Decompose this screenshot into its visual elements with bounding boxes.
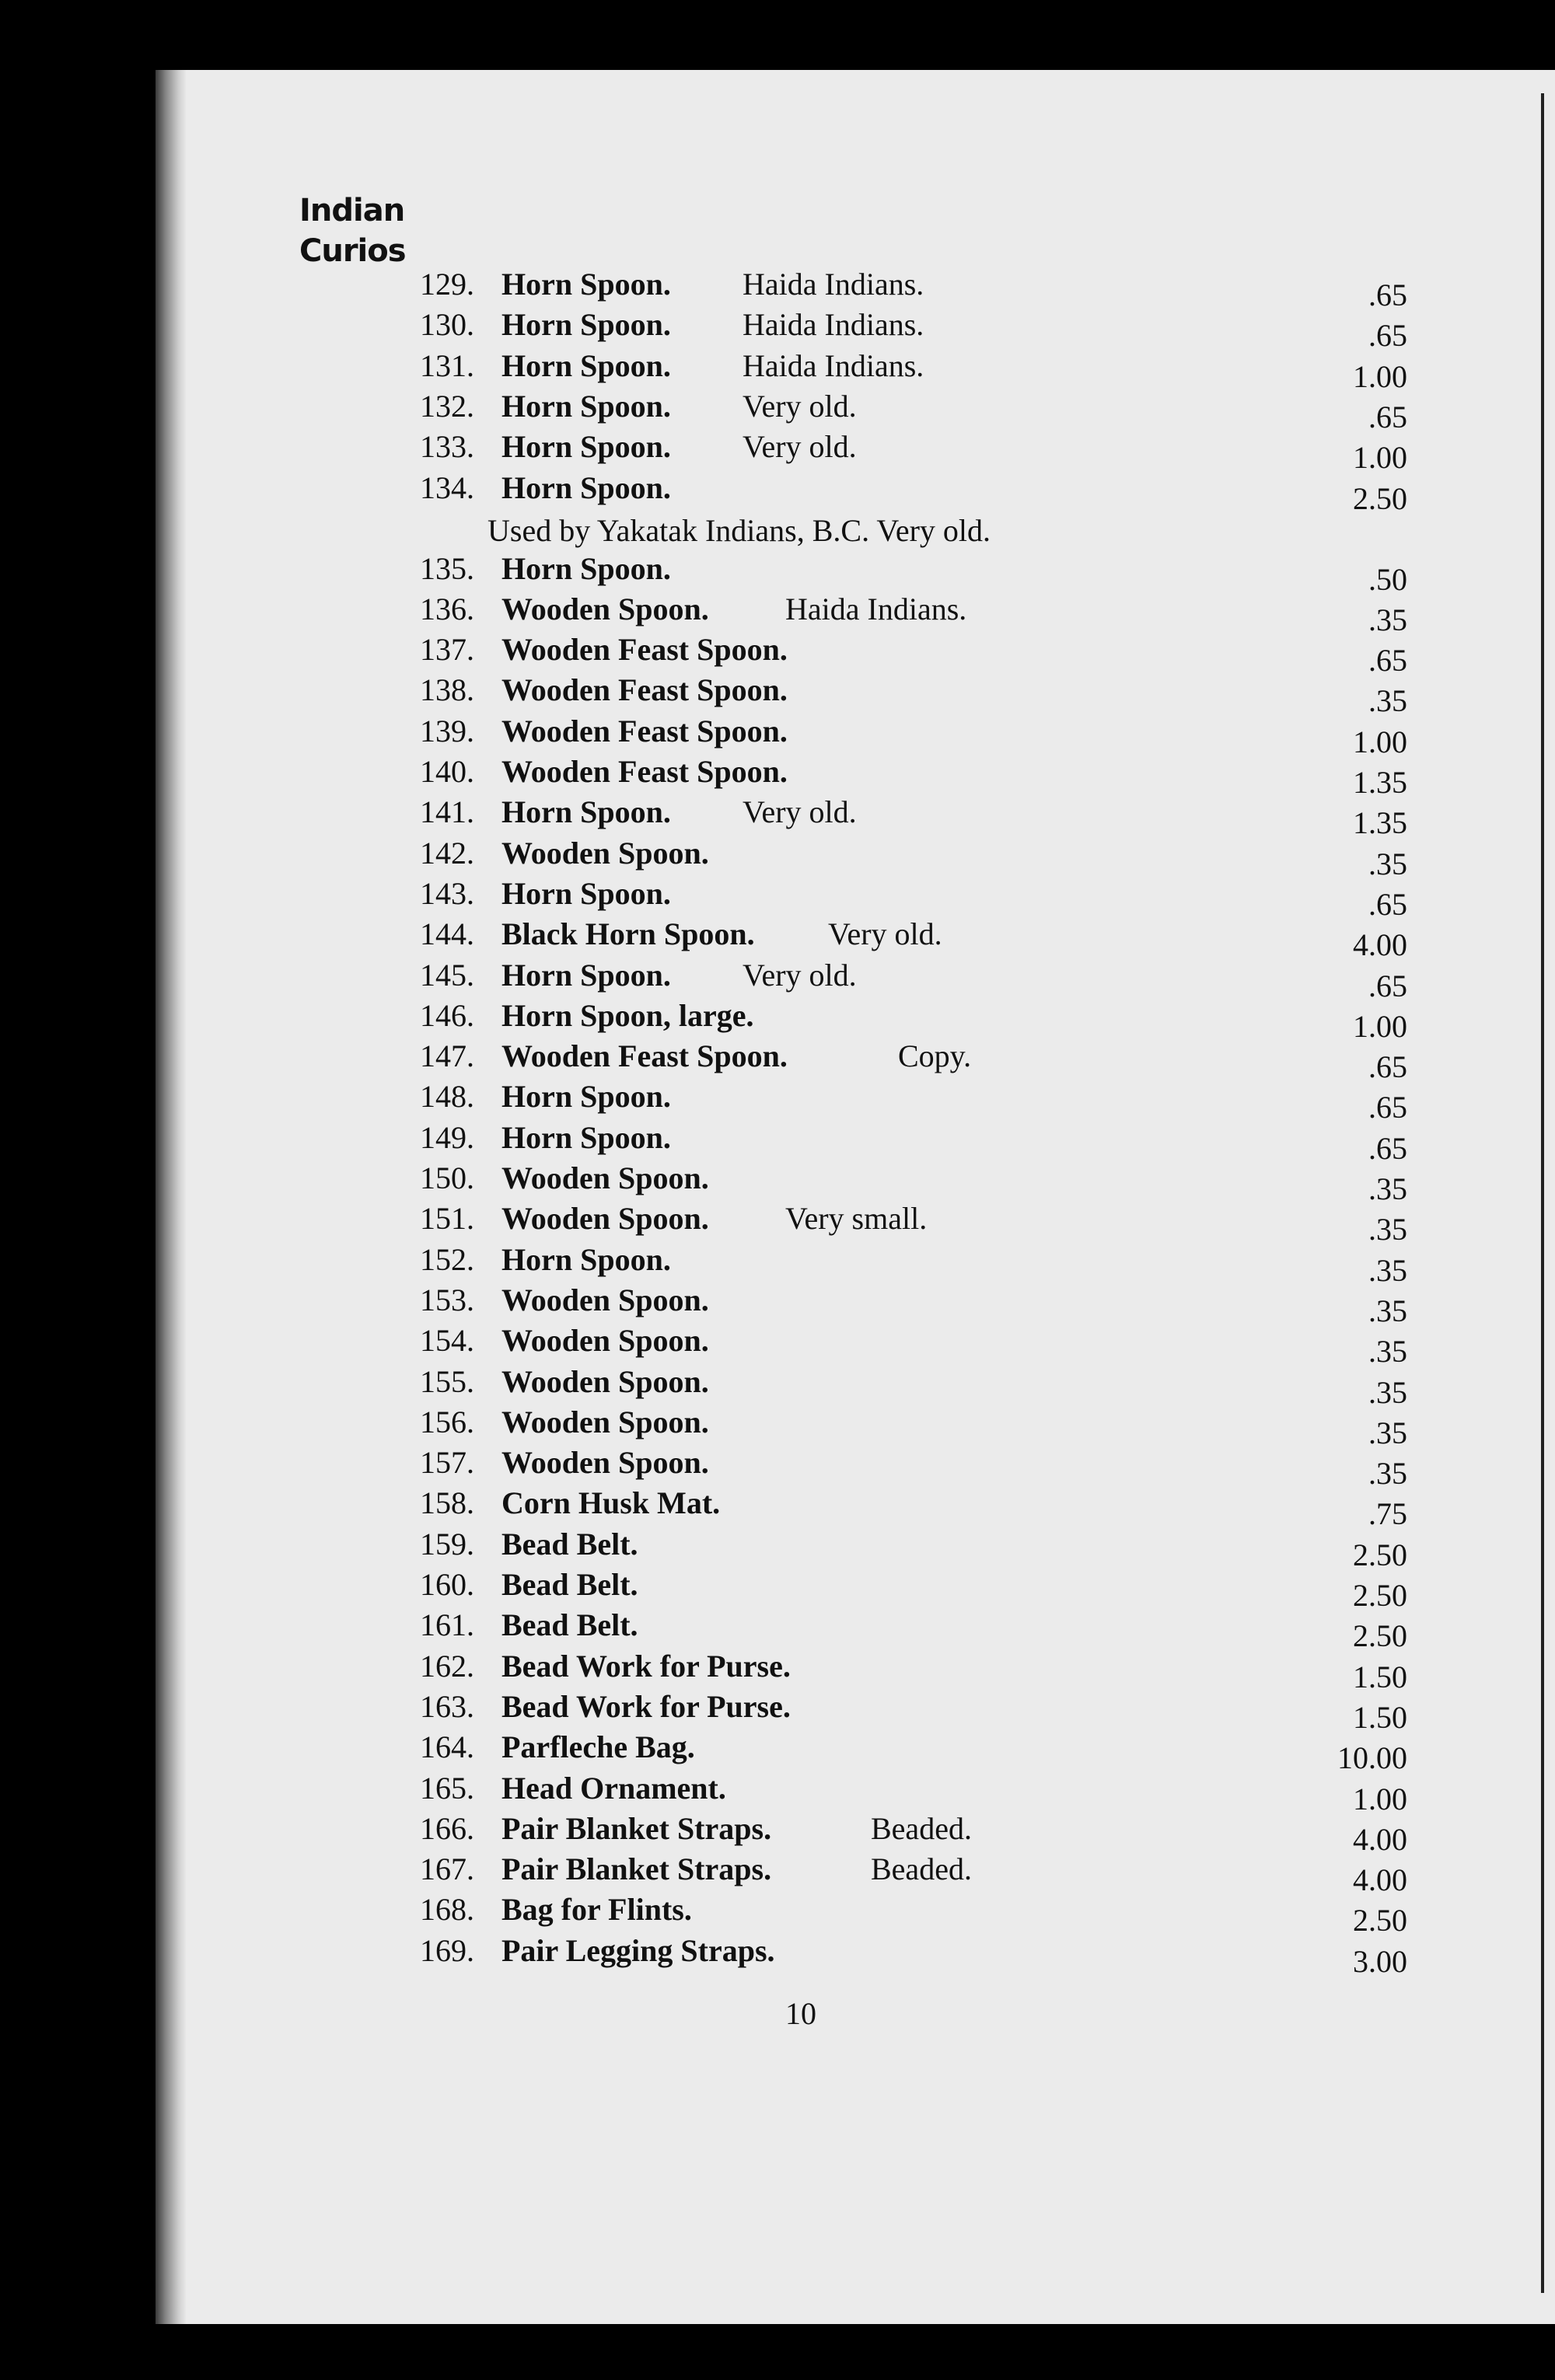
page-number: 10 — [785, 1996, 816, 2031]
entry-number: 159. — [420, 1526, 474, 1562]
entry-note: Copy. — [898, 1038, 972, 1074]
entry-price: .35 — [1368, 1212, 1407, 1248]
entry-item: Horn Spoon. — [501, 1079, 671, 1115]
catalog-entry — [420, 1402, 1407, 1450]
catalog-entry — [420, 264, 1407, 312]
entry-price: .35 — [1368, 602, 1407, 637]
catalog-entry — [420, 1118, 1407, 1166]
entry-number: 151. — [420, 1201, 474, 1237]
entry-item: Horn Spoon, large. — [501, 997, 754, 1033]
entry-item: Wooden Feast Spoon. — [501, 713, 788, 749]
entry-number: 134. — [420, 469, 474, 505]
entry-price: .35 — [1368, 846, 1407, 881]
entry-price: .75 — [1368, 1496, 1407, 1532]
entry-note: Very small. — [785, 1201, 928, 1237]
catalog-entry — [420, 1646, 1407, 1694]
entry-number: 164. — [420, 1729, 474, 1765]
entry-price: .65 — [1368, 1049, 1407, 1085]
catalog-entry — [420, 914, 1407, 963]
entry-item: Horn Spoon. — [501, 307, 671, 343]
catalog-entry — [420, 1483, 1407, 1532]
entry-item: Pair Legging Straps. — [501, 1932, 775, 1968]
catalog-entry — [420, 1890, 1407, 1939]
entry-price: .65 — [1368, 399, 1407, 434]
section-label-line-2: Curios — [299, 233, 406, 269]
catalog-entry — [420, 305, 1407, 354]
entry-item: Horn Spoon. — [501, 388, 671, 424]
entry-price: .65 — [1368, 318, 1407, 354]
entry-price: 3.00 — [1353, 1943, 1407, 1979]
entry-item: Bead Belt. — [501, 1607, 638, 1643]
entry-item: Wooden Spoon. — [501, 1445, 709, 1481]
catalog-entry — [420, 386, 1407, 434]
entry-number: 131. — [420, 347, 474, 383]
entry-number: 161. — [420, 1607, 474, 1643]
entry-number: 158. — [420, 1485, 474, 1521]
entry-price: 4.00 — [1353, 1862, 1407, 1898]
entry-number: 166. — [420, 1810, 474, 1846]
entry-price: .35 — [1368, 1171, 1407, 1206]
entry-price: 4.00 — [1353, 927, 1407, 963]
entry-item: Horn Spoon. — [501, 429, 671, 465]
book-spine-shadow — [156, 70, 187, 2324]
entry-number: 129. — [420, 267, 474, 302]
entry-item: Bead Belt. — [501, 1567, 638, 1602]
entry-item: Pair Blanket Straps. — [501, 1810, 772, 1846]
catalog-entry — [420, 955, 1407, 1003]
entry-note: Haida Indians. — [743, 267, 924, 302]
catalog-entry — [420, 1809, 1407, 1857]
entry-price: 1.00 — [1353, 1008, 1407, 1044]
catalog-entry — [420, 1280, 1407, 1328]
entry-item: Wooden Spoon. — [501, 1323, 709, 1359]
entry-item: Wooden Spoon. — [501, 1282, 709, 1317]
entry-item: Parfleche Bag. — [501, 1729, 695, 1765]
entry-number: 138. — [420, 672, 474, 708]
entry-note: Haida Indians. — [743, 307, 924, 343]
entry-price: 2.50 — [1353, 1903, 1407, 1939]
entry-price: .65 — [1368, 968, 1407, 1003]
entry-number: 135. — [420, 550, 474, 586]
entry-item: Wooden Spoon. — [501, 1201, 709, 1237]
entry-note: Very old. — [743, 957, 857, 993]
entry-number: 141. — [420, 794, 474, 830]
entry-item: Wooden Spoon. — [501, 1404, 709, 1440]
section-label-line-1: Indian — [299, 193, 405, 229]
catalog-entry — [420, 1768, 1407, 1816]
entry-note: Beaded. — [871, 1851, 972, 1887]
catalog-entry — [420, 1565, 1407, 1613]
entry-number: 140. — [420, 754, 474, 789]
entry-price: .65 — [1368, 277, 1407, 312]
catalog-entry — [420, 1931, 1407, 1979]
entry-item: Horn Spoon. — [501, 1119, 671, 1155]
entry-note: Very old. — [743, 388, 857, 424]
entry-note: Very old. — [743, 794, 857, 830]
catalog-entry — [420, 833, 1407, 881]
entry-price: 2.50 — [1353, 480, 1407, 516]
entry-price: 4.00 — [1353, 1821, 1407, 1857]
catalog-entry — [420, 1687, 1407, 1735]
entry-item: Wooden Feast Spoon. — [501, 1038, 788, 1074]
entry-number: 149. — [420, 1119, 474, 1155]
entry-item: Bag for Flints. — [501, 1892, 692, 1928]
entry-note: Beaded. — [871, 1810, 972, 1846]
entry-item: Corn Husk Mat. — [501, 1485, 721, 1521]
catalog-entry — [420, 346, 1407, 394]
entry-number: 165. — [420, 1770, 474, 1806]
entry-price: .35 — [1368, 683, 1407, 719]
entry-item: Pair Blanket Straps. — [501, 1851, 772, 1887]
catalog-entry — [420, 1443, 1407, 1492]
entry-number: 154. — [420, 1323, 474, 1359]
entry-price: .65 — [1368, 1130, 1407, 1166]
entry-134-subnote: Used by Yakatak Indians, B.C. Very old. — [487, 513, 991, 548]
section-label — [299, 190, 406, 271]
entry-price: .35 — [1368, 1374, 1407, 1410]
catalog-entry — [420, 996, 1407, 1044]
entry-number: 136. — [420, 591, 474, 626]
entry-number: 143. — [420, 875, 474, 911]
entry-number: 130. — [420, 307, 474, 343]
entry-number: 144. — [420, 916, 474, 952]
entry-number: 167. — [420, 1851, 474, 1887]
entry-item: Wooden Feast Spoon. — [501, 632, 788, 668]
catalog-entry — [420, 1199, 1407, 1248]
entry-item: Wooden Feast Spoon. — [501, 672, 788, 708]
catalog-entry — [420, 468, 1407, 516]
entry-price: 1.00 — [1353, 1781, 1407, 1816]
entry-number: 137. — [420, 632, 474, 668]
entry-number: 153. — [420, 1282, 474, 1317]
catalog-entry — [420, 549, 1407, 597]
entry-number: 160. — [420, 1567, 474, 1602]
entry-number: 157. — [420, 1445, 474, 1481]
entry-price: .35 — [1368, 1415, 1407, 1450]
entry-item: Head Ornament. — [501, 1770, 726, 1806]
entry-number: 155. — [420, 1363, 474, 1399]
entry-number: 152. — [420, 1241, 474, 1277]
entry-number: 148. — [420, 1079, 474, 1115]
entry-number: 145. — [420, 957, 474, 993]
catalog-entry — [420, 670, 1407, 719]
catalog-entry — [420, 752, 1407, 800]
entry-item: Horn Spoon. — [501, 347, 671, 383]
entry-item: Black Horn Spoon. — [501, 916, 755, 952]
entry-number: 168. — [420, 1892, 474, 1928]
entry-price: 1.35 — [1353, 765, 1407, 800]
entry-price: .65 — [1368, 886, 1407, 922]
entry-item: Wooden Feast Spoon. — [501, 754, 788, 789]
catalog-entry — [420, 1362, 1407, 1410]
catalog-entry — [420, 1321, 1407, 1370]
entry-item: Horn Spoon. — [501, 469, 671, 505]
entry-price: .35 — [1368, 1334, 1407, 1370]
entry-price: 1.00 — [1353, 358, 1407, 394]
catalog-entry — [420, 1727, 1407, 1776]
entry-item: Bead Work for Purse. — [501, 1648, 791, 1684]
entry-item: Wooden Spoon. — [501, 835, 709, 871]
entry-note: Haida Indians. — [785, 591, 967, 626]
entry-item: Bead Belt. — [501, 1526, 638, 1562]
entry-number: 163. — [420, 1688, 474, 1724]
entry-item: Horn Spoon. — [501, 794, 671, 830]
entry-number: 142. — [420, 835, 474, 871]
entry-price: .35 — [1368, 1293, 1407, 1328]
entry-price: 1.50 — [1353, 1659, 1407, 1694]
entry-price: 2.50 — [1353, 1578, 1407, 1613]
catalog-entry — [420, 1240, 1407, 1288]
entry-number: 169. — [420, 1932, 474, 1968]
entry-item: Wooden Spoon. — [501, 591, 709, 626]
entry-item: Horn Spoon. — [501, 267, 671, 302]
entry-price: 1.50 — [1353, 1699, 1407, 1735]
entry-price: 10.00 — [1337, 1740, 1407, 1776]
entry-number: 133. — [420, 429, 474, 465]
entry-number: 139. — [420, 713, 474, 749]
catalog-entry — [420, 1077, 1407, 1125]
entry-price: 2.50 — [1353, 1618, 1407, 1654]
entry-price: 1.00 — [1353, 440, 1407, 476]
entry-number: 146. — [420, 997, 474, 1033]
entry-item: Horn Spoon. — [501, 1241, 671, 1277]
entry-note: Very old. — [743, 429, 857, 465]
entry-price: .65 — [1368, 643, 1407, 679]
entry-price: 1.35 — [1353, 805, 1407, 841]
entry-item: Horn Spoon. — [501, 550, 671, 586]
entry-item: Wooden Spoon. — [501, 1363, 709, 1399]
entry-number: 132. — [420, 388, 474, 424]
entry-price: .65 — [1368, 1090, 1407, 1125]
catalog-entry — [420, 792, 1407, 841]
entry-number: 147. — [420, 1038, 474, 1074]
entry-number: 150. — [420, 1160, 474, 1195]
entry-note: Very old. — [828, 916, 942, 952]
entry-item: Bead Work for Purse. — [501, 1688, 791, 1724]
entry-item: Horn Spoon. — [501, 875, 671, 911]
catalog-entry — [420, 1849, 1407, 1898]
catalog-entry — [420, 427, 1407, 476]
catalog-entry — [420, 1605, 1407, 1654]
entry-item: Wooden Spoon. — [501, 1160, 709, 1195]
catalog-entry — [420, 1524, 1407, 1572]
entry-number: 156. — [420, 1404, 474, 1440]
entry-price: 2.50 — [1353, 1537, 1407, 1572]
catalog-entry — [420, 711, 1407, 759]
entry-number: 162. — [420, 1648, 474, 1684]
page-edge-rule — [1541, 93, 1544, 2293]
entry-price: 1.00 — [1353, 724, 1407, 759]
catalog-entry — [420, 1036, 1407, 1085]
catalog-entry — [420, 630, 1407, 679]
entry-price: .35 — [1368, 1456, 1407, 1492]
catalog-entry — [420, 874, 1407, 922]
catalog-entry — [420, 1158, 1407, 1206]
entry-note: Haida Indians. — [743, 347, 924, 383]
catalog-entry — [420, 589, 1407, 637]
entry-price: .35 — [1368, 1252, 1407, 1288]
entry-price: .50 — [1368, 561, 1407, 597]
entry-item: Horn Spoon. — [501, 957, 671, 993]
